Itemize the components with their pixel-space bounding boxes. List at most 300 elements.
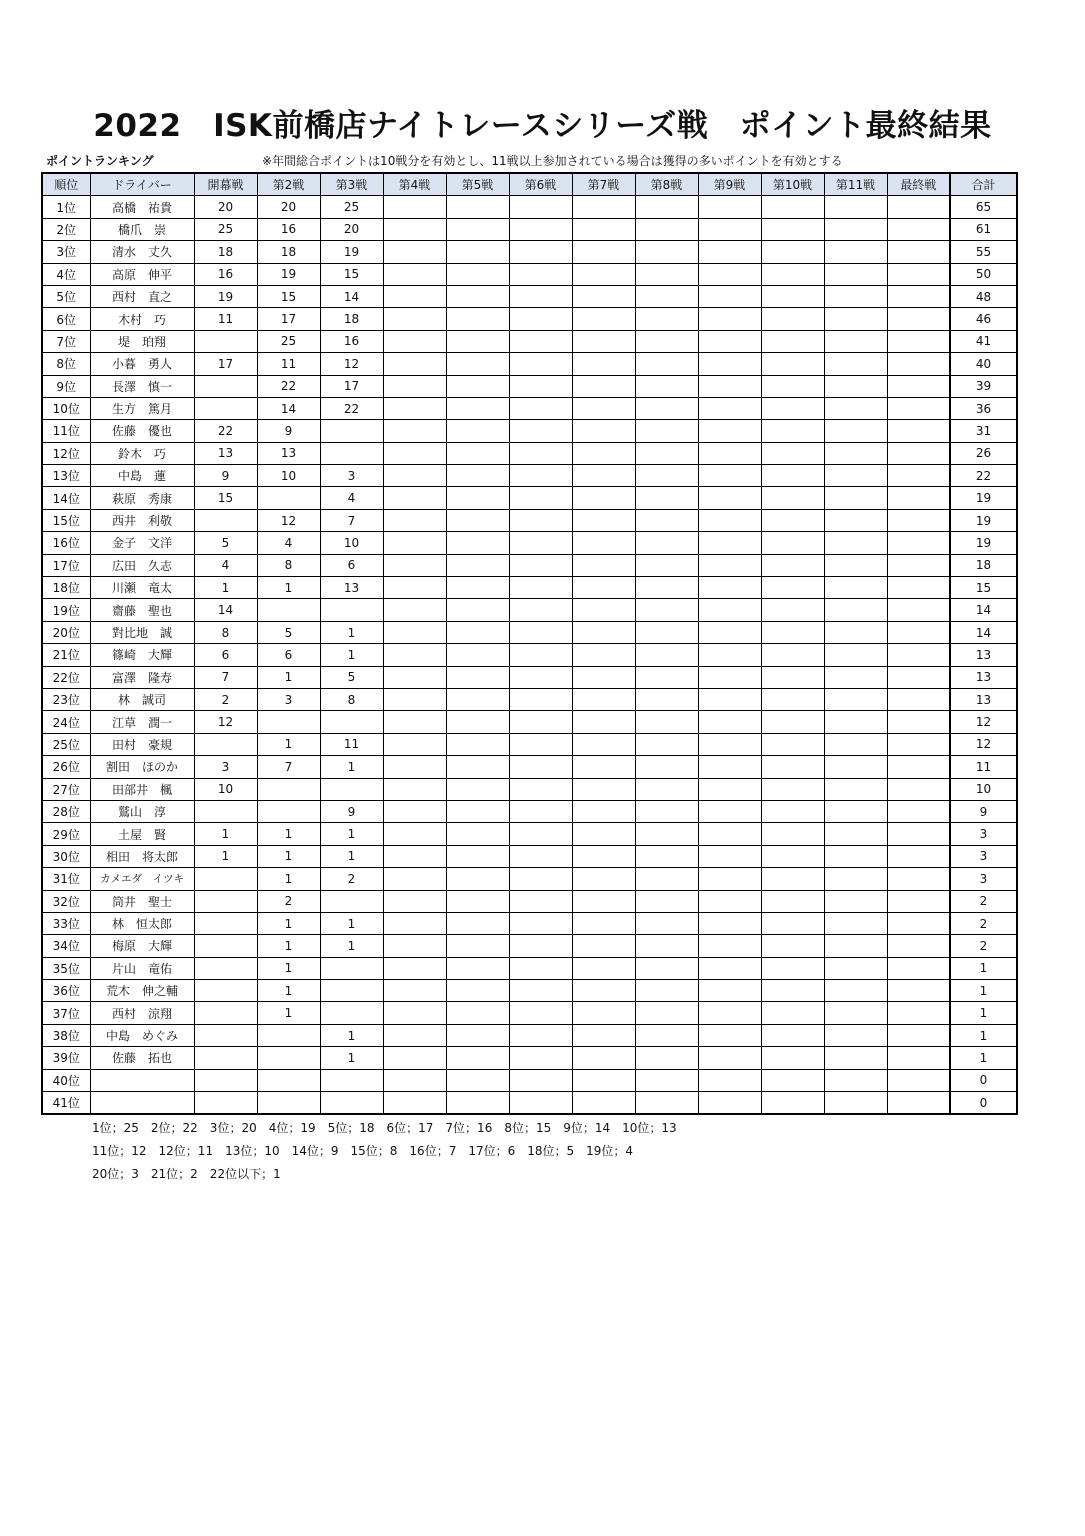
round-8-cell	[635, 577, 698, 599]
round-8-cell	[635, 196, 698, 218]
round-final-cell	[887, 1069, 950, 1091]
round-5-cell	[446, 599, 509, 621]
round-7-cell	[572, 733, 635, 755]
round-3-cell: 9	[320, 800, 383, 822]
round-10-cell	[761, 308, 824, 330]
round-4-cell	[383, 397, 446, 419]
driver-cell: 林 誠司	[90, 688, 194, 710]
round-9-cell	[698, 1069, 761, 1091]
round-1-cell: 1	[194, 577, 257, 599]
round-1-cell: 10	[194, 778, 257, 800]
driver-cell: 西村 直之	[90, 285, 194, 307]
header-round-9: 第9戦	[698, 173, 761, 196]
round-2-cell: 19	[257, 263, 320, 285]
table-row	[42, 711, 1017, 733]
round-2-cell: 1	[257, 666, 320, 688]
header-round-5: 第5戦	[446, 173, 509, 196]
round-final-cell	[887, 196, 950, 218]
round-5-cell	[446, 644, 509, 666]
round-5-cell	[446, 957, 509, 979]
round-11-cell	[824, 442, 887, 464]
round-10-cell	[761, 218, 824, 240]
round-1-cell	[194, 1092, 257, 1115]
round-9-cell	[698, 711, 761, 733]
round-11-cell	[824, 868, 887, 890]
round-4-cell	[383, 554, 446, 576]
round-10-cell	[761, 1002, 824, 1024]
round-7-cell	[572, 241, 635, 263]
round-1-cell	[194, 1024, 257, 1046]
round-6-cell	[509, 330, 572, 352]
table-row	[42, 1002, 1017, 1024]
driver-cell: 萩原 秀康	[90, 487, 194, 509]
round-6-cell	[509, 778, 572, 800]
round-8-cell	[635, 397, 698, 419]
round-8-cell	[635, 487, 698, 509]
round-4-cell	[383, 196, 446, 218]
table-row	[42, 442, 1017, 464]
round-7-cell	[572, 397, 635, 419]
round-8-cell	[635, 1047, 698, 1069]
round-9-cell	[698, 487, 761, 509]
round-5-cell	[446, 577, 509, 599]
round-8-cell	[635, 285, 698, 307]
rank-cell: 12位	[42, 442, 90, 464]
round-10-cell	[761, 330, 824, 352]
round-9-cell	[698, 1047, 761, 1069]
round-11-cell	[824, 285, 887, 307]
round-3-cell: 25	[320, 196, 383, 218]
round-3-cell: 1	[320, 935, 383, 957]
round-6-cell	[509, 733, 572, 755]
rank-cell: 11位	[42, 420, 90, 442]
round-final-cell	[887, 778, 950, 800]
round-5-cell	[446, 532, 509, 554]
round-5-cell	[446, 353, 509, 375]
round-4-cell	[383, 711, 446, 733]
driver-cell: 田村 豪規	[90, 733, 194, 755]
round-final-cell	[887, 577, 950, 599]
table-row	[42, 621, 1017, 643]
total-cell: 3	[950, 823, 1017, 845]
round-7-cell	[572, 1002, 635, 1024]
round-3-cell: 5	[320, 666, 383, 688]
round-4-cell	[383, 935, 446, 957]
round-final-cell	[887, 800, 950, 822]
round-11-cell	[824, 196, 887, 218]
round-6-cell	[509, 756, 572, 778]
round-10-cell	[761, 599, 824, 621]
rank-cell: 24位	[42, 711, 90, 733]
round-4-cell	[383, 353, 446, 375]
round-5-cell	[446, 420, 509, 442]
round-4-cell	[383, 442, 446, 464]
round-10-cell	[761, 666, 824, 688]
total-cell: 61	[950, 218, 1017, 240]
round-1-cell	[194, 890, 257, 912]
round-8-cell	[635, 308, 698, 330]
table-row	[42, 756, 1017, 778]
round-4-cell	[383, 957, 446, 979]
driver-cell: 土屋 賢	[90, 823, 194, 845]
table-row	[42, 420, 1017, 442]
round-7-cell	[572, 1047, 635, 1069]
round-8-cell	[635, 241, 698, 263]
driver-cell: 中島 蓮	[90, 465, 194, 487]
round-final-cell	[887, 957, 950, 979]
round-8-cell	[635, 890, 698, 912]
round-7-cell	[572, 845, 635, 867]
round-5-cell	[446, 1069, 509, 1091]
round-1-cell: 17	[194, 353, 257, 375]
round-4-cell	[383, 599, 446, 621]
round-5-cell	[446, 509, 509, 531]
total-cell: 0	[950, 1069, 1017, 1091]
round-4-cell	[383, 1002, 446, 1024]
header-rank: 順位	[42, 173, 90, 196]
table-row	[42, 532, 1017, 554]
total-cell: 3	[950, 868, 1017, 890]
rank-cell: 4位	[42, 263, 90, 285]
round-7-cell	[572, 778, 635, 800]
round-2-cell: 1	[257, 957, 320, 979]
round-8-cell	[635, 756, 698, 778]
rank-cell: 23位	[42, 688, 90, 710]
round-2-cell: 14	[257, 397, 320, 419]
table-row	[42, 1024, 1017, 1046]
round-4-cell	[383, 778, 446, 800]
driver-cell: 佐藤 優也	[90, 420, 194, 442]
round-6-cell	[509, 1069, 572, 1091]
table-row	[42, 733, 1017, 755]
round-7-cell	[572, 487, 635, 509]
table-row	[42, 218, 1017, 240]
ranking-label: ポイントランキング	[46, 154, 154, 168]
round-1-cell: 8	[194, 621, 257, 643]
round-10-cell	[761, 397, 824, 419]
rank-cell: 19位	[42, 599, 90, 621]
round-2-cell: 6	[257, 644, 320, 666]
total-cell: 26	[950, 442, 1017, 464]
round-3-cell: 8	[320, 688, 383, 710]
round-final-cell	[887, 554, 950, 576]
round-7-cell	[572, 196, 635, 218]
table-row	[42, 487, 1017, 509]
driver-cell: 齋藤 聖也	[90, 599, 194, 621]
round-7-cell	[572, 890, 635, 912]
round-final-cell	[887, 353, 950, 375]
round-2-cell: 17	[257, 308, 320, 330]
driver-cell	[90, 1092, 194, 1115]
round-6-cell	[509, 532, 572, 554]
round-2-cell: 1	[257, 868, 320, 890]
round-6-cell	[509, 285, 572, 307]
round-4-cell	[383, 666, 446, 688]
round-8-cell	[635, 845, 698, 867]
round-9-cell	[698, 241, 761, 263]
driver-cell: 木村 巧	[90, 308, 194, 330]
rank-cell: 2位	[42, 218, 90, 240]
round-10-cell	[761, 532, 824, 554]
round-10-cell	[761, 912, 824, 934]
round-9-cell	[698, 890, 761, 912]
table-row	[42, 599, 1017, 621]
total-cell: 50	[950, 263, 1017, 285]
round-4-cell	[383, 980, 446, 1002]
table-row	[42, 980, 1017, 1002]
round-2-cell: 1	[257, 733, 320, 755]
round-11-cell	[824, 420, 887, 442]
round-3-cell: 6	[320, 554, 383, 576]
round-5-cell	[446, 823, 509, 845]
table-row	[42, 465, 1017, 487]
round-5-cell	[446, 688, 509, 710]
round-7-cell	[572, 756, 635, 778]
round-11-cell	[824, 800, 887, 822]
round-1-cell: 9	[194, 465, 257, 487]
round-9-cell	[698, 465, 761, 487]
round-4-cell	[383, 465, 446, 487]
round-10-cell	[761, 733, 824, 755]
round-7-cell	[572, 823, 635, 845]
round-4-cell	[383, 1024, 446, 1046]
round-10-cell	[761, 353, 824, 375]
round-10-cell	[761, 800, 824, 822]
round-final-cell	[887, 442, 950, 464]
round-10-cell	[761, 756, 824, 778]
round-2-cell: 1	[257, 577, 320, 599]
total-cell: 1	[950, 1047, 1017, 1069]
round-final-cell	[887, 1092, 950, 1115]
round-10-cell	[761, 711, 824, 733]
rank-cell: 38位	[42, 1024, 90, 1046]
driver-cell	[90, 1069, 194, 1091]
round-1-cell	[194, 375, 257, 397]
round-2-cell: 9	[257, 420, 320, 442]
round-2-cell: 16	[257, 218, 320, 240]
driver-cell: 川瀬 竜太	[90, 577, 194, 599]
round-7-cell	[572, 218, 635, 240]
header-total: 合計	[950, 173, 1017, 196]
round-6-cell	[509, 688, 572, 710]
round-3-cell: 18	[320, 308, 383, 330]
round-7-cell	[572, 1092, 635, 1115]
round-9-cell	[698, 756, 761, 778]
round-11-cell	[824, 957, 887, 979]
round-9-cell	[698, 778, 761, 800]
round-11-cell	[824, 1002, 887, 1024]
table-row	[42, 935, 1017, 957]
round-3-cell: 1	[320, 1047, 383, 1069]
round-5-cell	[446, 196, 509, 218]
table-row	[42, 263, 1017, 285]
round-6-cell	[509, 397, 572, 419]
table-row	[42, 823, 1017, 845]
round-11-cell	[824, 397, 887, 419]
total-cell: 14	[950, 599, 1017, 621]
round-10-cell	[761, 935, 824, 957]
round-4-cell	[383, 868, 446, 890]
round-6-cell	[509, 1002, 572, 1024]
round-2-cell	[257, 1092, 320, 1115]
rules-note: ※年間総合ポイントは10戦分を有効とし、11戦以上参加されている場合は獲得の多いポイントを有効とする	[262, 154, 843, 168]
table-row	[42, 644, 1017, 666]
rank-cell: 34位	[42, 935, 90, 957]
round-10-cell	[761, 554, 824, 576]
round-11-cell	[824, 621, 887, 643]
round-7-cell	[572, 442, 635, 464]
round-final-cell	[887, 688, 950, 710]
total-cell: 19	[950, 487, 1017, 509]
round-final-cell	[887, 845, 950, 867]
rank-cell: 31位	[42, 868, 90, 890]
round-4-cell	[383, 532, 446, 554]
round-1-cell	[194, 912, 257, 934]
round-9-cell	[698, 1002, 761, 1024]
round-4-cell	[383, 1047, 446, 1069]
round-6-cell	[509, 980, 572, 1002]
round-2-cell: 15	[257, 285, 320, 307]
round-final-cell	[887, 465, 950, 487]
round-2-cell	[257, 711, 320, 733]
total-cell: 12	[950, 733, 1017, 755]
round-9-cell	[698, 733, 761, 755]
rank-cell: 20位	[42, 621, 90, 643]
rank-cell: 30位	[42, 845, 90, 867]
round-4-cell	[383, 890, 446, 912]
round-7-cell	[572, 666, 635, 688]
round-7-cell	[572, 1024, 635, 1046]
driver-cell: 長澤 慎一	[90, 375, 194, 397]
round-10-cell	[761, 196, 824, 218]
round-8-cell	[635, 218, 698, 240]
round-6-cell	[509, 218, 572, 240]
round-2-cell: 11	[257, 353, 320, 375]
round-3-cell	[320, 980, 383, 1002]
rank-cell: 33位	[42, 912, 90, 934]
round-1-cell: 14	[194, 599, 257, 621]
total-cell: 13	[950, 666, 1017, 688]
rank-cell: 5位	[42, 285, 90, 307]
round-3-cell: 1	[320, 756, 383, 778]
round-5-cell	[446, 330, 509, 352]
driver-cell: 田部井 楓	[90, 778, 194, 800]
round-8-cell	[635, 688, 698, 710]
round-6-cell	[509, 375, 572, 397]
total-cell: 0	[950, 1092, 1017, 1115]
round-4-cell	[383, 487, 446, 509]
round-4-cell	[383, 1069, 446, 1091]
round-9-cell	[698, 912, 761, 934]
round-1-cell	[194, 935, 257, 957]
table-row	[42, 912, 1017, 934]
rank-cell: 39位	[42, 1047, 90, 1069]
round-3-cell: 15	[320, 263, 383, 285]
round-1-cell: 5	[194, 532, 257, 554]
round-11-cell	[824, 912, 887, 934]
round-3-cell: 1	[320, 1024, 383, 1046]
driver-cell: 荒木 伸之輔	[90, 980, 194, 1002]
round-10-cell	[761, 577, 824, 599]
round-4-cell	[383, 375, 446, 397]
round-8-cell	[635, 442, 698, 464]
round-8-cell	[635, 353, 698, 375]
round-3-cell: 20	[320, 218, 383, 240]
driver-cell: 高橋 祐貴	[90, 196, 194, 218]
round-3-cell: 14	[320, 285, 383, 307]
round-6-cell	[509, 1024, 572, 1046]
round-3-cell	[320, 957, 383, 979]
round-final-cell	[887, 375, 950, 397]
round-4-cell	[383, 644, 446, 666]
round-2-cell: 10	[257, 465, 320, 487]
round-8-cell	[635, 868, 698, 890]
round-9-cell	[698, 980, 761, 1002]
round-6-cell	[509, 420, 572, 442]
total-cell: 11	[950, 756, 1017, 778]
round-6-cell	[509, 823, 572, 845]
round-4-cell	[383, 756, 446, 778]
round-4-cell	[383, 308, 446, 330]
header-round-1: 開幕戦	[194, 173, 257, 196]
round-11-cell	[824, 353, 887, 375]
rank-cell: 14位	[42, 487, 90, 509]
round-9-cell	[698, 218, 761, 240]
driver-cell: 富澤 隆寿	[90, 666, 194, 688]
round-6-cell	[509, 1092, 572, 1115]
header-round-10: 第10戦	[761, 173, 824, 196]
round-3-cell	[320, 420, 383, 442]
round-1-cell	[194, 868, 257, 890]
round-11-cell	[824, 577, 887, 599]
round-final-cell	[887, 599, 950, 621]
round-1-cell	[194, 733, 257, 755]
round-11-cell	[824, 778, 887, 800]
round-4-cell	[383, 330, 446, 352]
round-7-cell	[572, 688, 635, 710]
round-10-cell	[761, 465, 824, 487]
round-10-cell	[761, 621, 824, 643]
round-final-cell	[887, 912, 950, 934]
round-10-cell	[761, 375, 824, 397]
round-4-cell	[383, 621, 446, 643]
round-7-cell	[572, 800, 635, 822]
round-9-cell	[698, 442, 761, 464]
round-6-cell	[509, 509, 572, 531]
round-3-cell: 11	[320, 733, 383, 755]
round-2-cell	[257, 1047, 320, 1069]
rank-cell: 25位	[42, 733, 90, 755]
header-driver: ドライバー	[90, 173, 194, 196]
round-9-cell	[698, 800, 761, 822]
round-9-cell	[698, 868, 761, 890]
round-3-cell: 1	[320, 644, 383, 666]
round-2-cell: 1	[257, 1002, 320, 1024]
rank-cell: 26位	[42, 756, 90, 778]
table-row	[42, 778, 1017, 800]
round-5-cell	[446, 711, 509, 733]
round-11-cell	[824, 263, 887, 285]
rank-cell: 3位	[42, 241, 90, 263]
round-6-cell	[509, 644, 572, 666]
round-3-cell	[320, 711, 383, 733]
round-final-cell	[887, 621, 950, 643]
total-cell: 65	[950, 196, 1017, 218]
round-final-cell	[887, 1002, 950, 1024]
round-8-cell	[635, 375, 698, 397]
round-2-cell: 4	[257, 532, 320, 554]
round-1-cell: 20	[194, 196, 257, 218]
